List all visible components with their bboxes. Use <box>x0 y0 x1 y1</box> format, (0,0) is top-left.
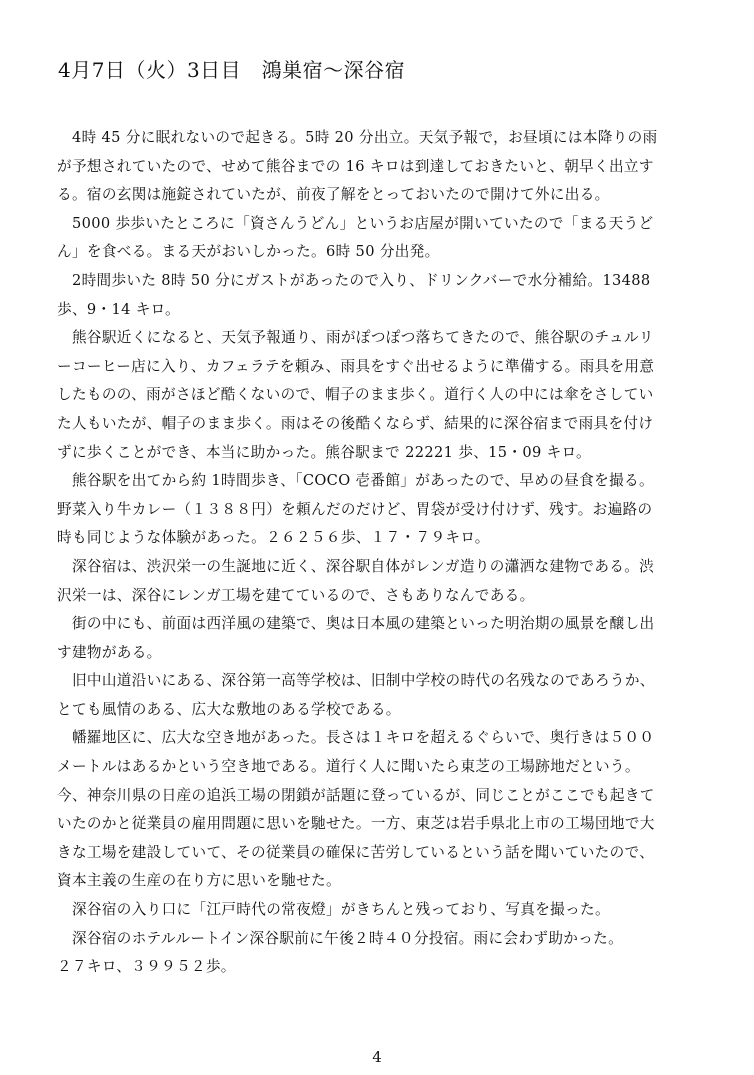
text-line: 2時間歩いた 8時 50 分にガストがあったので入り、ドリンクバーで水分補給。13488 <box>57 271 651 289</box>
body-text <box>57 124 697 982</box>
text-line: 深谷宿の入り口に「江戸時代の常夜燈」がきちんと残っており、写真を撮った。 <box>57 901 610 919</box>
text-line: メートルはあるかという空き地である。道行く人に聞いたら東芝の工場跡地だという。 <box>57 758 640 776</box>
text-line: ２７キロ、３９９５２歩。 <box>57 958 236 976</box>
text-line: 5000 歩歩いたところに「資さんうどん」というお店屋が開いていたので「まる天うど <box>57 214 654 232</box>
text-line: いたのかと従業員の雇用問題に思いを馳せた。一方、東芝は岩手県北上市の工場団地で大 <box>57 815 655 833</box>
text-line: ーコーヒー店に入り、カフェラテを頼み、雨具をすぐ出せるように準備する。雨具を用意 <box>57 357 655 375</box>
text-line: す建物がある。 <box>57 643 162 661</box>
text-line: 今、神奈川県の日産の追浜工場の閉鎖が話題に登っているが、同じことがここでも起きて <box>57 786 655 804</box>
text-line: が予想されていたので、せめて熊谷までの 16 キロは到達しておきたいと、朝早く出立す <box>57 157 654 175</box>
text-line: 時も同じような体験があった。２６２５６歩、１７・７９キロ。 <box>57 529 490 547</box>
text-line: 歩、9・14 キロ。 <box>57 300 180 318</box>
text-line: ずに歩くことができ、本当に助かった。熊谷駅まで 22221 歩、15・09 キロ。 <box>57 443 591 461</box>
text-line: 深谷宿のホテルルートイン深谷駅前に午後２時４０分投宿。雨に会わず助かった。 <box>57 929 624 947</box>
text-line: 街の中にも、前面は西洋風の建築で、奥は日本風の建築といった明治期の風景を醸し出 <box>57 615 655 633</box>
text-line: きな工場を建設していて、その従業員の確保に苦労しているという話を聞いていたので、 <box>57 843 655 861</box>
text-line: た人もいたが、帽子のまま歩く。雨はその後酷くならず、結果的に深谷宿まで雨具を付け <box>57 414 654 432</box>
text-line: 4時 45 分に眠れないので起きる。5時 20 分出立。天気予報で，お昼頃には本降りの雨 <box>57 129 658 146</box>
text-line: したものの、雨がさほど酷くないので、帽子のまま歩く。道行く人の中には傘をさしてい <box>57 386 654 404</box>
text-line: 深谷宿は、渋沢栄一の生誕地に近く、深谷駅自体がレンガ造りの瀟洒な建物である。渋 <box>57 557 655 575</box>
text-line: 旧中山道沿いにある、深谷第一高等学校は、旧制中学校の時代の名残なのであろうか、 <box>57 672 655 690</box>
text-line: 資本主義の生産の在り方に思いを馳せた。 <box>57 872 341 890</box>
text-line: 熊谷駅を出てから約 1時間歩き、「COCO 壱番館」があったので、早めの昼食を撮る。 <box>57 472 654 490</box>
text-line: とても風情のある、広大な敷地のある学校である。 <box>57 700 401 718</box>
page-number: 4 <box>372 1048 382 1066</box>
page-title: 4月7日（火）3日目 鴻巣宿～深谷宿 <box>58 58 406 82</box>
text-line: 沢栄一は、深谷にレンガ工場を建てているので、さもありなんである。 <box>57 586 535 604</box>
text-line: 幡羅地区に、広大な空き地があった。長さは１キロを超えるぐらいで、奥行きは５００ <box>57 729 655 747</box>
text-line: 熊谷駅近くになると、天気予報通り、雨がぽつぽつ落ちてきたので、熊谷駅のチュルリ <box>57 329 654 347</box>
text-line: る。宿の玄関は施錠されていたが、前夜了解をとっておいたので開けて外に出る。 <box>57 186 610 204</box>
text-line: 野菜入り牛カレー（１３８８円）を頼んだのだけど、胃袋が受け付けず、残す。お遍路の <box>57 500 653 518</box>
text-line: ん」を食べる。まる天がおいしかった。6時 50 分出発。 <box>57 243 440 261</box>
